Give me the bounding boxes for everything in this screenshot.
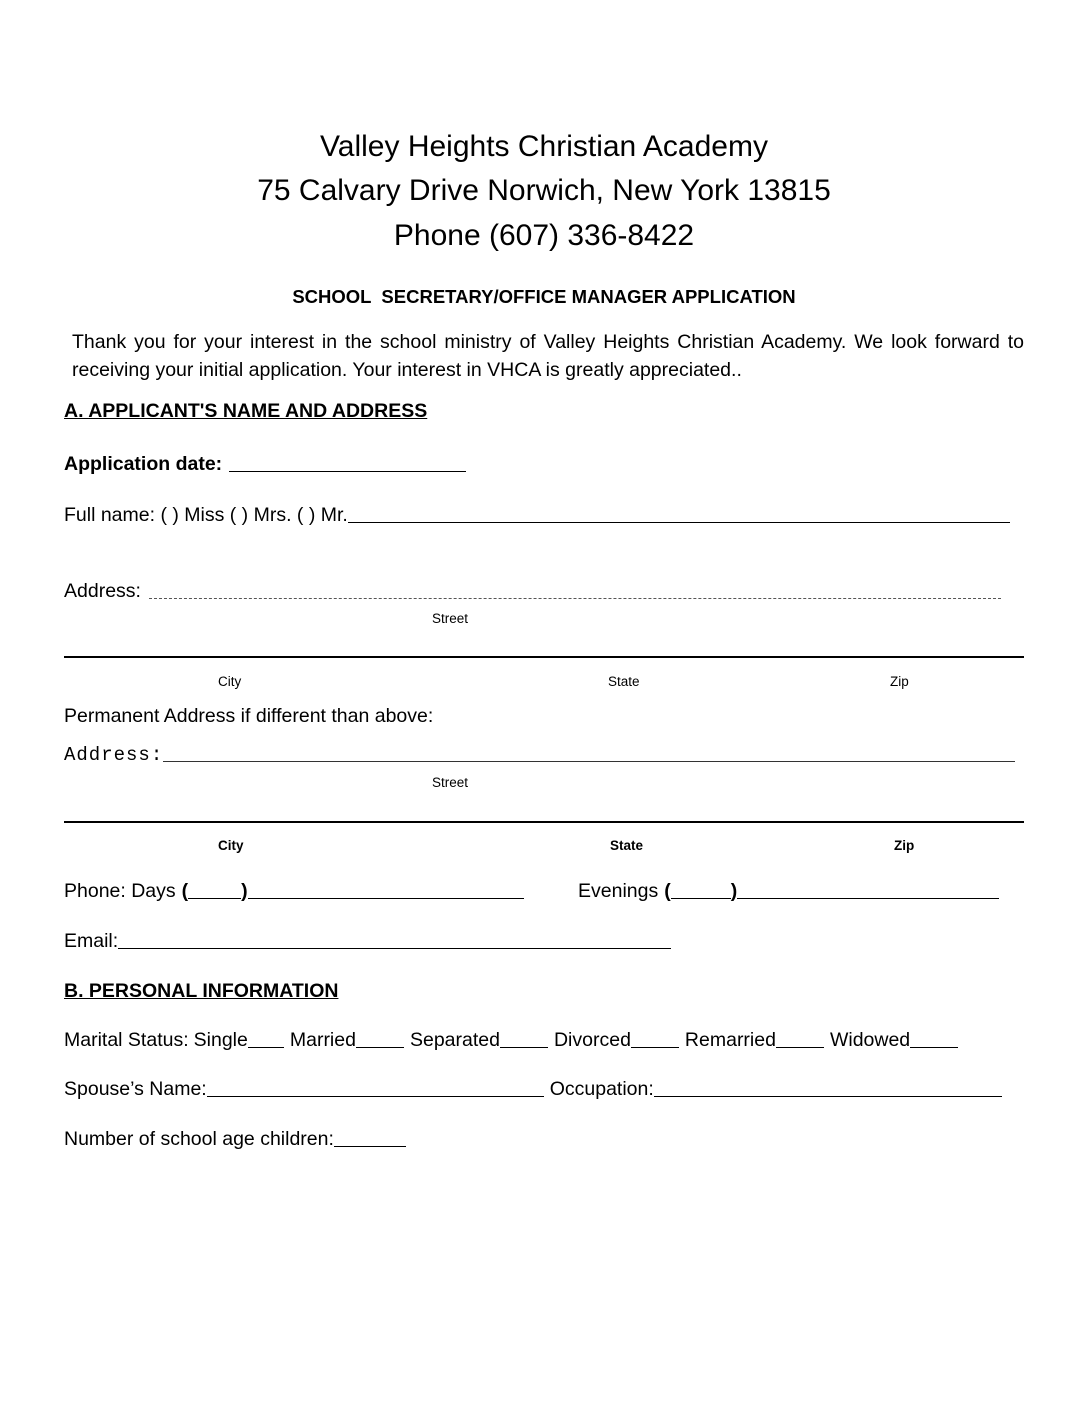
marital-option-divorced: Divorced [553, 1029, 631, 1051]
section-b-heading: B. PERSONAL INFORMATION [64, 980, 339, 1002]
full-name-label: Full name: ( ) Miss ( ) Mrs. ( ) Mr. [64, 504, 348, 526]
city-state-zip-field[interactable] [64, 656, 1024, 658]
evenings-area-code-field[interactable] [671, 897, 731, 899]
evenings-phone-field[interactable] [737, 897, 999, 899]
spouse-row [64, 1078, 1002, 1101]
separated-field[interactable] [500, 1046, 548, 1048]
children-row [64, 1128, 406, 1151]
occupation-field[interactable] [654, 1095, 1002, 1097]
perm-zip-caption: Zip [894, 838, 915, 853]
perm-city-state-zip-field[interactable] [64, 821, 1024, 823]
occupation-label: Occupation: [549, 1078, 654, 1100]
form-title: SCHOOL SECRETARY/OFFICE MANAGER APPLICATION [292, 286, 796, 307]
days-phone-field[interactable] [248, 897, 524, 899]
perm-street-field[interactable] [163, 760, 1015, 762]
perm-address-label: Address: [64, 744, 164, 766]
phone-evenings-row [578, 880, 999, 903]
street-field[interactable] [149, 597, 1001, 599]
perm-street-caption: Street [432, 775, 469, 790]
phone-days-row [64, 880, 524, 903]
marital-option-widowed: Widowed [829, 1029, 911, 1051]
marital-status-row [64, 1029, 958, 1052]
school-phone: Phone (607) 336-8422 [393, 219, 695, 252]
school-address: 75 Calvary Drive Norwich, New York 13815 [257, 174, 831, 207]
state-caption: State [608, 674, 640, 689]
children-field[interactable] [334, 1145, 406, 1147]
application-date-field[interactable] [229, 470, 466, 472]
widowed-field[interactable] [910, 1046, 958, 1048]
married-field[interactable] [356, 1046, 404, 1048]
evenings-paren-open: ( [664, 880, 671, 902]
application-date-row [64, 453, 466, 476]
phone-evenings-label: Evenings [578, 880, 659, 902]
remarried-field[interactable] [776, 1046, 824, 1048]
days-paren-close: ) [241, 880, 248, 902]
email-row [64, 930, 671, 953]
divorced-field[interactable] [631, 1046, 679, 1048]
school-name: Valley Heights Christian Academy [320, 130, 768, 163]
days-paren-open: ( [181, 880, 189, 902]
days-area-code-field[interactable] [188, 897, 241, 899]
street-caption: Street [432, 611, 469, 626]
children-label: Number of school age children: [64, 1128, 334, 1150]
marital-option-separated: Separated [409, 1029, 500, 1051]
permanent-address-label: Permanent Address if different than above: [64, 705, 434, 727]
spouse-name-field[interactable] [207, 1095, 544, 1097]
single-field[interactable] [248, 1046, 284, 1048]
phone-days-label: Phone: Days [64, 880, 176, 902]
perm-state-caption: State [610, 838, 644, 853]
perm-city-caption: City [218, 838, 244, 853]
marital-option-single: Single [193, 1029, 248, 1051]
email-field[interactable] [118, 947, 671, 949]
zip-caption: Zip [890, 674, 909, 689]
city-caption: City [218, 674, 242, 689]
marital-option-married: Married [289, 1029, 356, 1051]
spouse-name-label: Spouse’s Name: [64, 1078, 207, 1100]
marital-option-remarried: Remarried [684, 1029, 776, 1051]
section-a-heading: A. APPLICANT'S NAME AND ADDRESS [64, 400, 428, 422]
marital-status-label: Marital Status: [64, 1029, 189, 1051]
evenings-paren-close: ) [730, 880, 738, 902]
full-name-row [64, 504, 1010, 527]
address-label: Address: [64, 580, 141, 602]
full-name-field[interactable] [348, 521, 1010, 523]
email-label: Email: [64, 930, 119, 952]
perm-address-row [64, 744, 1015, 766]
address-row [64, 580, 1001, 603]
intro-paragraph: Thank you for your interest in the school ministry of Valley Heights Christian Academy. We look forward to receiving your initial application. Your interest in VHCA is greatly appreciated.. [72, 331, 1024, 381]
application-date-label: Application date: [64, 453, 223, 475]
